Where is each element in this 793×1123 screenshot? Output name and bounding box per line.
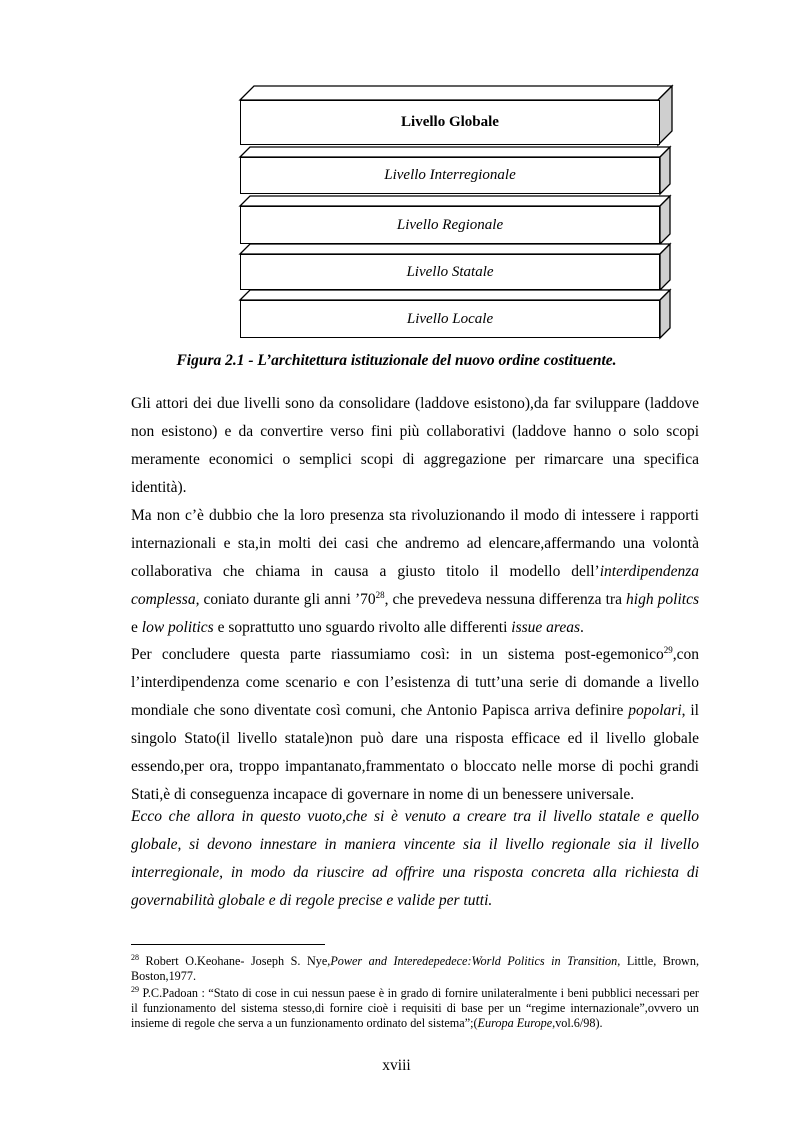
paragraph-3 — [131, 641, 699, 809]
footnote-29-text-1: P.C.Padoan : “Stato di cose in cui nessun paese è in grado di fornire unilateralmente i beni pubblici necessari per il funzionamento del sistema stesso,di fornire cioè i requisiti di base per un “regime internazionale”,ovvero un insieme di regole che serva a un funzionamento ordinato del sistema”;( — [131, 986, 699, 1030]
layer-statale — [240, 254, 660, 290]
footnote-29-source: Europa Europe — [477, 1016, 553, 1030]
footnote-29 — [131, 986, 699, 1031]
layered-architecture-diagram — [0, 0, 793, 345]
p2-text-1: Ma non c’è dubbio che la loro presenza sta rivoluzionando il modo di intessere i rapporti internazionali e sta,in molti dei casi che andremo ad elencare,affermando una volontà collaborativa che chiama in causa a giusto titolo il modello dell’ — [131, 507, 699, 580]
layer-statale-label: Livello Statale — [240, 254, 660, 290]
p2-text-2: coniato durante gli anni ’70 — [199, 591, 376, 608]
paragraph-4: Ecco che allora in questo vuoto,che si è venuto a creare tra il livello statale e quello globale, si devono innestare in maniera vincente sia il livello regionale sia il livello interregionale, in modo da riuscire ad offrire una risposta concreta alla richiesta di governabilità globale e di regole precise e valide per tutti. — [131, 808, 699, 909]
layer-regionale-label: Livello Regionale — [240, 206, 660, 244]
layer-locale — [240, 300, 660, 338]
footnote-28-text-1: Robert O.Keohane- Joseph S. Nye, — [139, 954, 331, 968]
p3-italic-popolari: popolari — [628, 702, 682, 719]
footnote-separator — [131, 944, 325, 945]
footnote-28-number: 28 — [131, 953, 139, 962]
footnote-ref-28[interactable]: 28 — [375, 590, 385, 600]
p3-text-3: , il singolo Stato(il livello statale)non può dare una risposta efficace ed il livello globale essendo,per ora, troppo impantanato,frammentato o bloccato nelle morse di pochi grandi Stati,è di conseguenza incapace di governare in nome di un benessere universale. — [131, 702, 699, 803]
p2-italic-high-politics: high politcs — [626, 591, 700, 608]
paragraph-2 — [131, 502, 699, 642]
layer-locale-label: Livello Locale — [240, 300, 660, 338]
layer-interregionale-label: Livello Interregionale — [240, 157, 660, 194]
footnote-28 — [131, 954, 699, 984]
layer-globale — [240, 100, 660, 145]
figure-caption: Figura 2.1 - L’architettura istituzionale del nuovo ordine costituente. — [176, 352, 617, 369]
footnote-29-number: 29 — [131, 985, 139, 994]
paragraph-1: Gli attori dei due livelli sono da consolidare (laddove esistono),da far sviluppare (laddove non esistono) e da convertire verso fini più collaborativi (laddove hanno o solo scopi meramente economici o semplici scopi di aggregazione per rimarcare una specifica identità). — [131, 395, 699, 496]
footnote-ref-29[interactable]: 29 — [663, 645, 673, 655]
page-number: xviii — [382, 1057, 411, 1074]
p2-text-5: e soprattutto uno sguardo rivolto alle differenti — [213, 619, 512, 636]
footnote-29-text-2: ,vol.6/98). — [552, 1016, 603, 1030]
layer-globale-label: Livello Globale — [240, 100, 660, 145]
p2-text-4: e — [131, 619, 142, 636]
p2-text-6: . — [580, 619, 584, 636]
p3-text-1: Per concludere questa parte riassumiamo così: in un sistema post-egemonico — [131, 646, 664, 663]
footnote-28-text-2: , Little, Brown, Boston,1977. — [131, 954, 699, 983]
p2-text-3: , che prevedeva nessuna differenza tra — [384, 591, 627, 608]
layer-regionale — [240, 206, 660, 244]
p2-italic-issue-areas: issue areas — [511, 619, 581, 636]
layer-interregionale — [240, 157, 660, 194]
p3-text-2: ,con l’interdipendenza come scenario e con l’esistenza di tutt’una serie di domande a livello mondiale che sono diventate così comuni, che Antonio Papisca arriva definire — [131, 646, 699, 719]
p2-italic-interdipendenza: interdipendenza complessa, — [131, 563, 699, 608]
p2-italic-low-politics: low politics — [141, 619, 214, 636]
footnote-28-title: Power and Interedepedece:World Politics in Transition — [330, 954, 618, 968]
